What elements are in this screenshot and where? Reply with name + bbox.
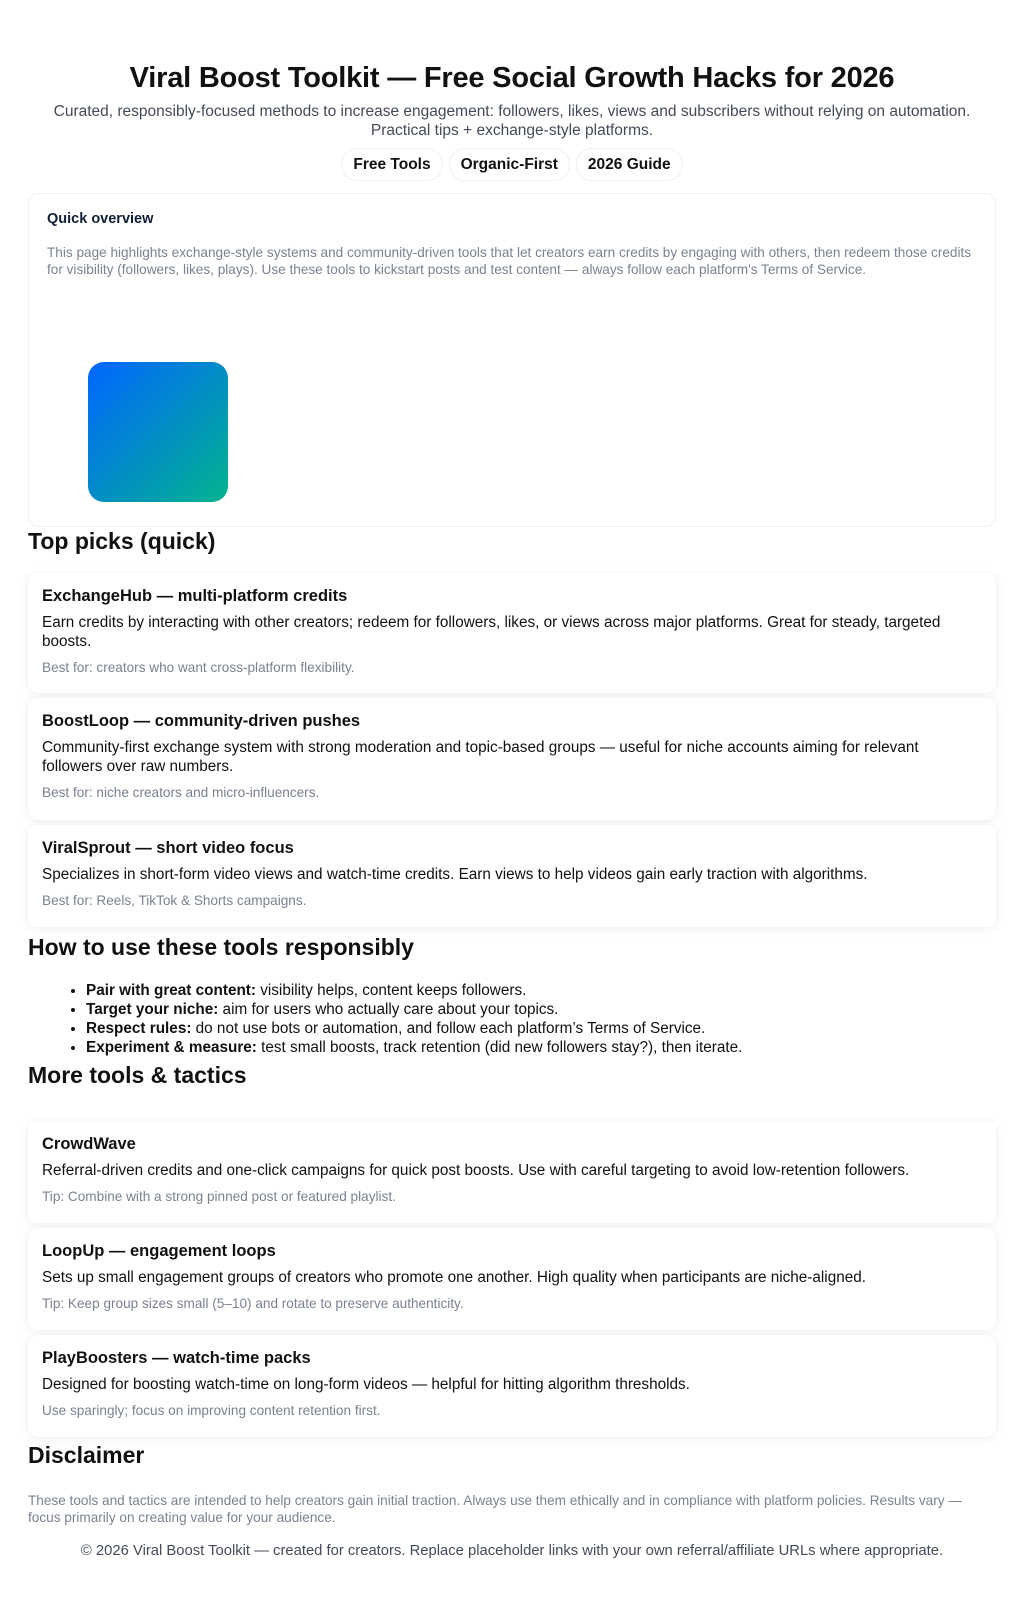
disclaimer-heading: Disclaimer <box>28 1442 145 1468</box>
responsible-heading: How to use these tools responsibly <box>28 934 414 960</box>
page-footer <box>28 1542 996 1561</box>
tool-card-note: Tip: Combine with a strong pinned post or featured playlist. <box>42 1189 396 1204</box>
tool-card-note: Best for: niche creators and micro-influencers. <box>42 785 320 800</box>
hero-gradient-image <box>88 362 228 502</box>
tool-card-description: Referral-driven credits and one-click campaigns for quick post boosts. Use with careful targeting to avoid low-retention followers. <box>42 1162 910 1179</box>
tool-card-title: ViralSprout — short video focus <box>42 839 294 857</box>
overview-card <box>28 193 996 527</box>
badge-free-tools: Free Tools <box>341 148 442 181</box>
more-tools-section <box>28 1061 996 1437</box>
tool-card-title: BoostLoop — community-driven pushes <box>42 712 361 730</box>
top-picks-heading: Top picks (quick) <box>28 528 216 554</box>
badge-2026-guide: 2026 Guide <box>576 148 683 181</box>
page-subtitle: Curated, responsibly-focused methods to increase engagement: followers, likes, views and subscribers without relying on automation. Practical tips + exchange-style platforms. <box>53 103 971 139</box>
responsible-list <box>28 981 996 1057</box>
tool-card-description: Sets up small engagement groups of creators who promote one another. High quality when participants are niche-aligned. <box>42 1269 866 1286</box>
tool-card-exchangehub <box>28 573 996 693</box>
tool-card-crowdwave <box>28 1121 996 1223</box>
responsible-section <box>28 933 996 1057</box>
disclaimer-section <box>28 1441 996 1526</box>
more-tools-heading: More tools & tactics <box>28 1062 247 1088</box>
tool-card-note: Use sparingly; focus on improving content retention first. <box>42 1403 381 1418</box>
page-title: Viral Boost Toolkit — Free Social Growth Hacks for 2026 <box>129 62 895 94</box>
badge-row <box>28 148 996 181</box>
tool-card-playboosters <box>28 1335 996 1437</box>
disclaimer-text: These tools and tactics are intended to help creators gain initial traction. Always use them ethically and in compliance with platform policies. Results vary — focus primarily on creating value for your audience. <box>28 1493 962 1525</box>
tool-card-title: CrowdWave <box>42 1135 136 1153</box>
tool-card-description: Designed for boosting watch-time on long-form videos — helpful for hitting algorithm thresholds. <box>42 1376 690 1393</box>
tool-card-note: Best for: creators who want cross-platform flexibility. <box>42 660 355 675</box>
top-picks-section <box>28 527 996 927</box>
badge-organic-first: Organic-First <box>449 148 570 181</box>
tool-card-description: Earn credits by interacting with other creators; redeem for followers, likes, or views across major platforms. Great for steady, targeted boosts. <box>42 614 941 650</box>
tool-card-note: Best for: Reels, TikTok & Shorts campaigns. <box>42 893 307 908</box>
tool-card-note: Tip: Keep group sizes small (5–10) and rotate to preserve authenticity. <box>42 1296 464 1311</box>
tool-card-loopup <box>28 1228 996 1330</box>
tool-card-description: Community-first exchange system with strong moderation and topic-based groups — useful for niche accounts aiming for relevant followers over raw numbers. <box>42 739 919 775</box>
hero-header <box>28 0 996 181</box>
list-item: • Experiment & measure: test small boosts, track retention (did new followers stay?), then iterate. <box>86 1038 996 1057</box>
footer-text: © 2026 Viral Boost Toolkit — created for creators. Replace placeholder links with your own referral/affiliate URLs where appropriate. <box>80 1543 944 1559</box>
list-item: • Pair with great content: visibility helps, content keeps followers. <box>86 981 996 1000</box>
tool-card-description: Specializes in short-form video views and watch-time credits. Earn views to help videos gain early traction with algorithms. <box>42 866 868 883</box>
overview-text: This page highlights exchange-style systems and community-driven tools that let creators earn credits by engaging with others, then redeem those credits for visibility (followers, likes, plays). Use these tools to kickstart posts and test content — always follow each platform's Terms of Service. <box>47 245 972 277</box>
tool-card-title: PlayBoosters — watch-time packs <box>42 1349 311 1367</box>
tool-card-title: ExchangeHub — multi-platform credits <box>42 587 348 605</box>
list-item: • Respect rules: do not use bots or automation, and follow each platform’s Terms of Service. <box>86 1019 996 1038</box>
overview-heading: Quick overview <box>47 211 154 227</box>
tool-card-viralsprout <box>28 825 996 927</box>
tool-card-title: LoopUp — engagement loops <box>42 1242 276 1260</box>
list-item: • Target your niche: aim for users who actually care about your topics. <box>86 1000 996 1019</box>
tool-card-boostloop <box>28 698 996 820</box>
